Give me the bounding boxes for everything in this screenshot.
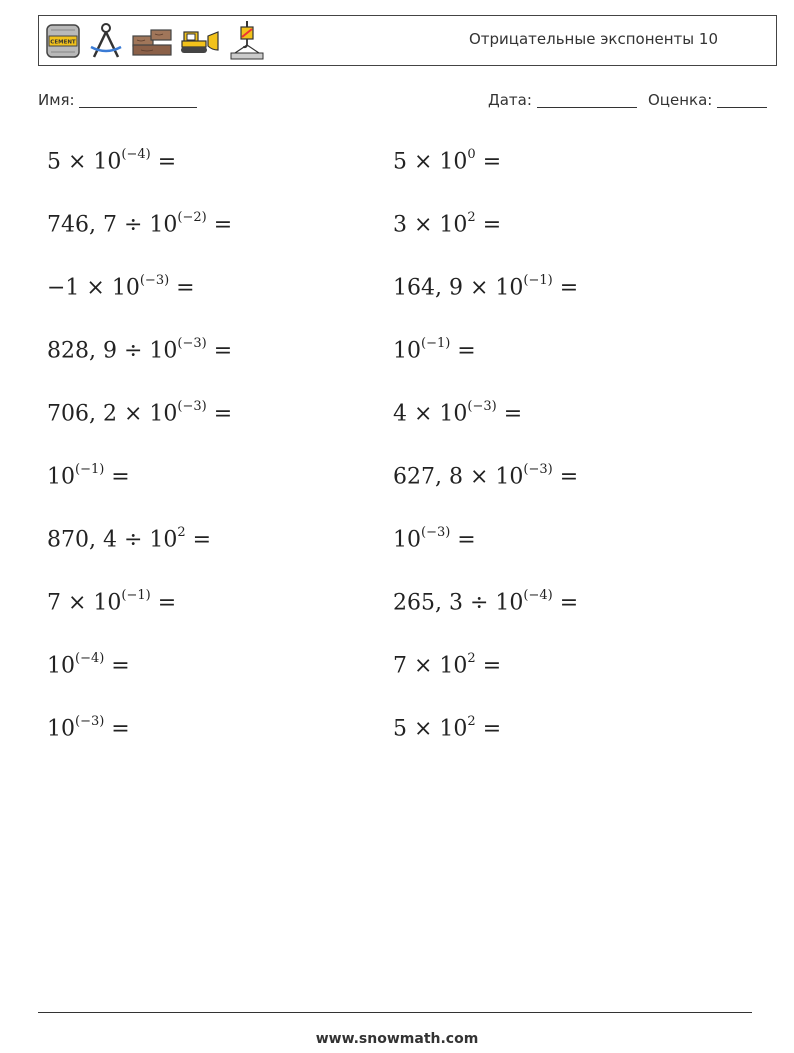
problem-exponent: (−3) (523, 462, 553, 477)
problem-exponent: (−3) (177, 336, 207, 351)
problem-equals: = (150, 149, 177, 175)
problem-left-6 (47, 464, 130, 489)
problem-exponent: 2 (467, 651, 476, 666)
compass-icon (86, 21, 126, 61)
problem-equals: = (475, 653, 502, 679)
problem-right-1 (393, 149, 501, 174)
footer-divider (38, 1012, 752, 1013)
problem-left-2 (47, 212, 232, 237)
date-blank[interactable] (537, 91, 637, 108)
problem-base: 265, 3 ÷ 10 (393, 590, 524, 616)
problem-base: 706, 2 × 10 (47, 401, 178, 427)
problem-exponent: 2 (467, 714, 476, 729)
problem-right-10 (393, 716, 501, 741)
problem-base: 10 (47, 716, 75, 742)
problem-exponent: 2 (177, 525, 186, 540)
bulldozer-icon (178, 26, 222, 56)
problem-left-10 (47, 716, 130, 741)
problem-left-5 (47, 401, 232, 426)
problem-exponent: (−3) (467, 399, 497, 414)
problem-equals: = (104, 464, 130, 490)
problem-exponent: (−3) (421, 525, 451, 540)
problem-base: 10 (393, 338, 421, 364)
problem-equals: = (206, 212, 233, 238)
problem-equals: = (552, 275, 579, 301)
problem-base: 5 × 10 (393, 149, 468, 175)
cement-bag-icon (45, 22, 81, 60)
date-label: Дата: (488, 91, 532, 109)
problem-base: 828, 9 ÷ 10 (47, 338, 178, 364)
problem-right-7 (393, 527, 476, 552)
header-icons (45, 20, 267, 62)
problem-exponent: (−4) (523, 588, 553, 603)
problem-right-3 (393, 275, 578, 300)
problem-exponent: (−3) (177, 399, 207, 414)
problem-base: 870, 4 ÷ 10 (47, 527, 178, 553)
problem-right-4 (393, 338, 476, 363)
problem-left-1 (47, 149, 176, 174)
problem-base: 3 × 10 (393, 212, 468, 238)
problem-exponent: (−1) (121, 588, 151, 603)
problem-equals: = (206, 401, 233, 427)
problem-equals: = (104, 716, 130, 742)
svg-text:CEMENT: CEMENT (50, 39, 76, 46)
problem-exponent: (−3) (139, 273, 170, 288)
grade-field (648, 91, 767, 109)
problem-equals: = (150, 590, 177, 616)
wood-planks-icon (131, 26, 173, 56)
problem-exponent: (−1) (421, 336, 451, 351)
problem-equals: = (475, 212, 502, 238)
problem-left-7 (47, 527, 211, 552)
grade-label: Оценка: (648, 91, 713, 109)
date-field (488, 91, 637, 109)
name-field (38, 91, 197, 109)
name-label: Имя: (38, 91, 75, 109)
problem-exponent: (−4) (121, 147, 151, 162)
problem-right-9 (393, 653, 501, 678)
problem-equals: = (206, 338, 233, 364)
problem-base: −1 × 10 (47, 275, 140, 301)
problem-exponent: (−2) (177, 210, 207, 225)
problem-base: 746, 7 ÷ 10 (47, 212, 178, 238)
name-blank[interactable] (79, 91, 197, 108)
page-title: Отрицательные экспоненты 10 (468, 30, 718, 48)
problem-equals: = (475, 716, 502, 742)
crane-hook-icon (227, 21, 267, 61)
problem-left-8 (47, 590, 176, 615)
problem-equals: = (169, 275, 195, 301)
problem-base: 10 (47, 653, 75, 679)
problem-base: 164, 9 × 10 (393, 275, 524, 301)
problem-base: 10 (393, 527, 421, 553)
problem-base: 5 × 10 (393, 716, 468, 742)
problem-equals: = (496, 401, 523, 427)
problem-base: 7 × 10 (47, 590, 122, 616)
footer-url[interactable]: www.snowmath.com (315, 1031, 479, 1047)
problem-exponent: (−4) (75, 651, 105, 666)
problem-right-8 (393, 590, 578, 615)
problem-base: 4 × 10 (393, 401, 468, 427)
problem-base: 627, 8 × 10 (393, 464, 524, 490)
problem-left-3 (47, 275, 195, 300)
problem-exponent: (−1) (75, 462, 105, 477)
problem-equals: = (552, 590, 579, 616)
worksheet-header (38, 15, 777, 66)
problem-right-6 (393, 464, 578, 489)
problem-base: 5 × 10 (47, 149, 122, 175)
problem-equals: = (475, 149, 502, 175)
grade-blank[interactable] (717, 91, 767, 108)
problem-equals: = (185, 527, 212, 553)
problem-right-2 (393, 212, 501, 237)
problem-base: 7 × 10 (393, 653, 468, 679)
problem-equals: = (450, 527, 476, 553)
problem-equals: = (450, 338, 476, 364)
problem-equals: = (104, 653, 130, 679)
problem-base: 10 (47, 464, 75, 490)
problem-exponent: (−1) (523, 273, 553, 288)
problem-equals: = (552, 464, 579, 490)
problem-exponent: 2 (467, 210, 476, 225)
problem-exponent: (−3) (75, 714, 105, 729)
problem-left-4 (47, 338, 232, 363)
problem-exponent: 0 (467, 147, 476, 162)
problem-left-9 (47, 653, 130, 678)
problem-right-5 (393, 401, 522, 426)
